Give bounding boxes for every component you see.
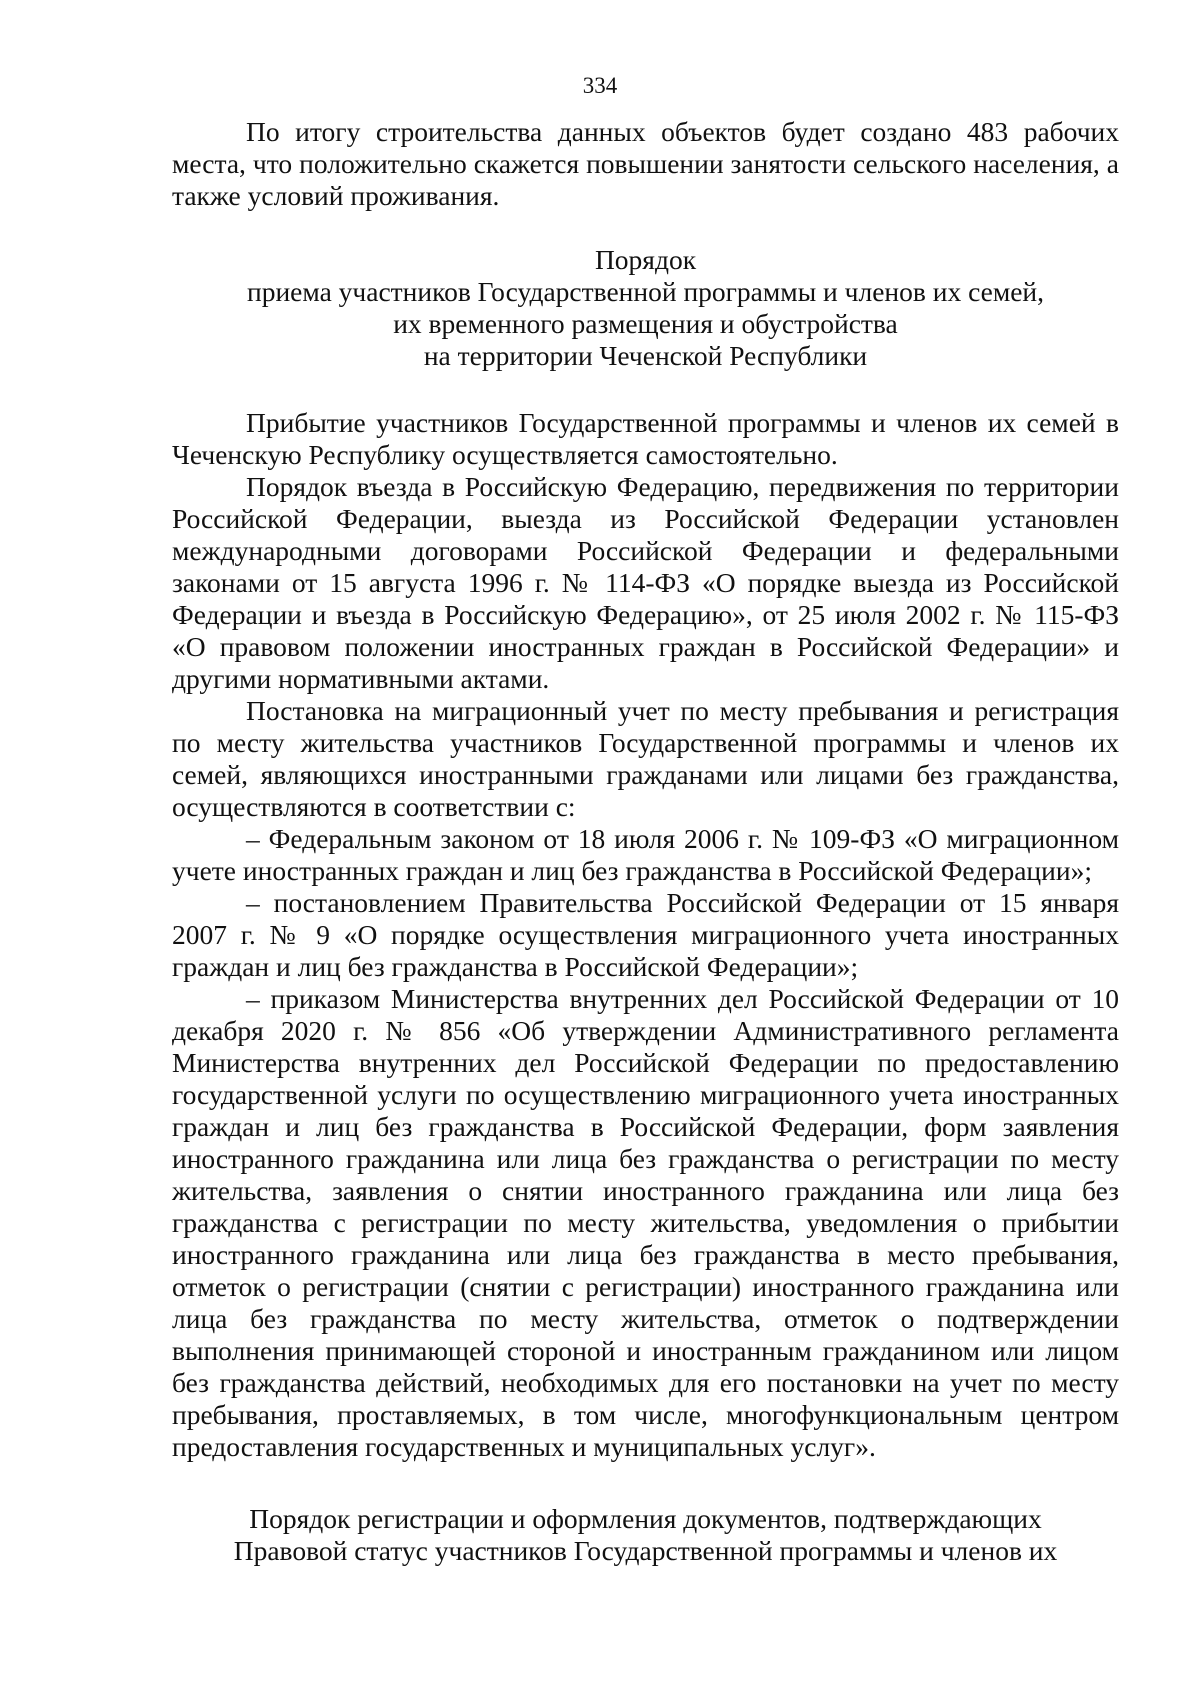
section-title-line: приема участников Государственной программы и членов их семей, bbox=[246, 276, 1045, 307]
list-item-government-decree: – постановлением Правительства Российской Федерации от 15 января 2007 г. № 9 «О порядке осуществления миграционного учета иностранных граждан и лиц без гражданства в Российской Федерации»; bbox=[172, 887, 1119, 982]
section-heading-reception bbox=[172, 244, 1119, 372]
paragraph-arrival: Прибытие участников Государственной программы и членов их семей в Чеченскую Республику осуществляется самостоятельно. bbox=[172, 407, 1119, 470]
list-item-federal-law: – Федеральным законом от 18 июля 2006 г. № 109-ФЗ «О миграционном учете иностранных граждан и лиц без гражданства в Российской Федерации»; bbox=[172, 823, 1119, 886]
section-title-line: на территории Чеченской Республики bbox=[423, 340, 868, 371]
section-heading-registration bbox=[172, 1503, 1119, 1567]
page-number: 334 bbox=[582, 73, 618, 98]
intro-section bbox=[172, 116, 1119, 212]
section-title-line: их временного размещения и обустройства bbox=[393, 308, 898, 339]
intro-paragraph: По итогу строительства данных объектов будет создано 483 рабочих места, что положительно скажется повышении занятости сельского населения, а также условий проживания. bbox=[172, 116, 1119, 211]
list-item-ministry-order: – приказом Министерства внутренних дел Российской Федерации от 10 декабря 2020 г. № 856 «Об утверждении Административного регламента Министерства внутренних дел Российской Федерации по предоставлению государственной услуги по осуществлению миграционного учета иностранных граждан и лиц без гражданства в Российской Федерации, форм заявления иностранного гражданина или лица без гражданства о регистрации по месту жительства, заявления о снятии иностранного гражданина или лица без гражданства с регистрации по месту жительства, уведомления о прибытии иностранного гражданина или лица без гражданства в место пребывания, отметок о регистрации (снятии с регистрации) иностранного гражданина или лица без гражданства по месту жительства, отметок о подтверждении выполнения принимающей стороной и иностранным гражданином или лицом без гражданства действий, необходимых для его постановки на учет по месту пребывания, проставляемых, в том числе, многофункциональным центром предоставления государственных и муниципальных услуг». bbox=[172, 983, 1119, 1462]
section-title-line: Порядок регистрации и оформления документов, подтверждающих bbox=[249, 1503, 1042, 1534]
section-title-line: Правовой статус участников Государственной программы и членов их bbox=[233, 1535, 1058, 1566]
body-text bbox=[172, 407, 1119, 1463]
paragraph-migration-registration: Постановка на миграционный учет по месту пребывания и регистрация по месту жительства участников Государственной программы и членов их семей, являющихся иностранными гражданами или лицами без гражданства, осуществляются в соответствии с: bbox=[172, 695, 1119, 822]
section-title-line: Порядок bbox=[594, 244, 697, 275]
paragraph-entry-order: Порядок въезда в Российскую Федерацию, передвижения по территории Российской Федерации, выезда из Российской Федерации установлен международными договорами Российской Федерации и федеральными законами от 15 августа 1996 г. № 114-ФЗ «О порядке выезда из Российской Федерации и въезда в Российскую Федерацию», от 25 июля 2002 г. № 115-ФЗ «О правовом положении иностранных граждан в Российской Федерации» и другими нормативными актами. bbox=[172, 471, 1119, 694]
